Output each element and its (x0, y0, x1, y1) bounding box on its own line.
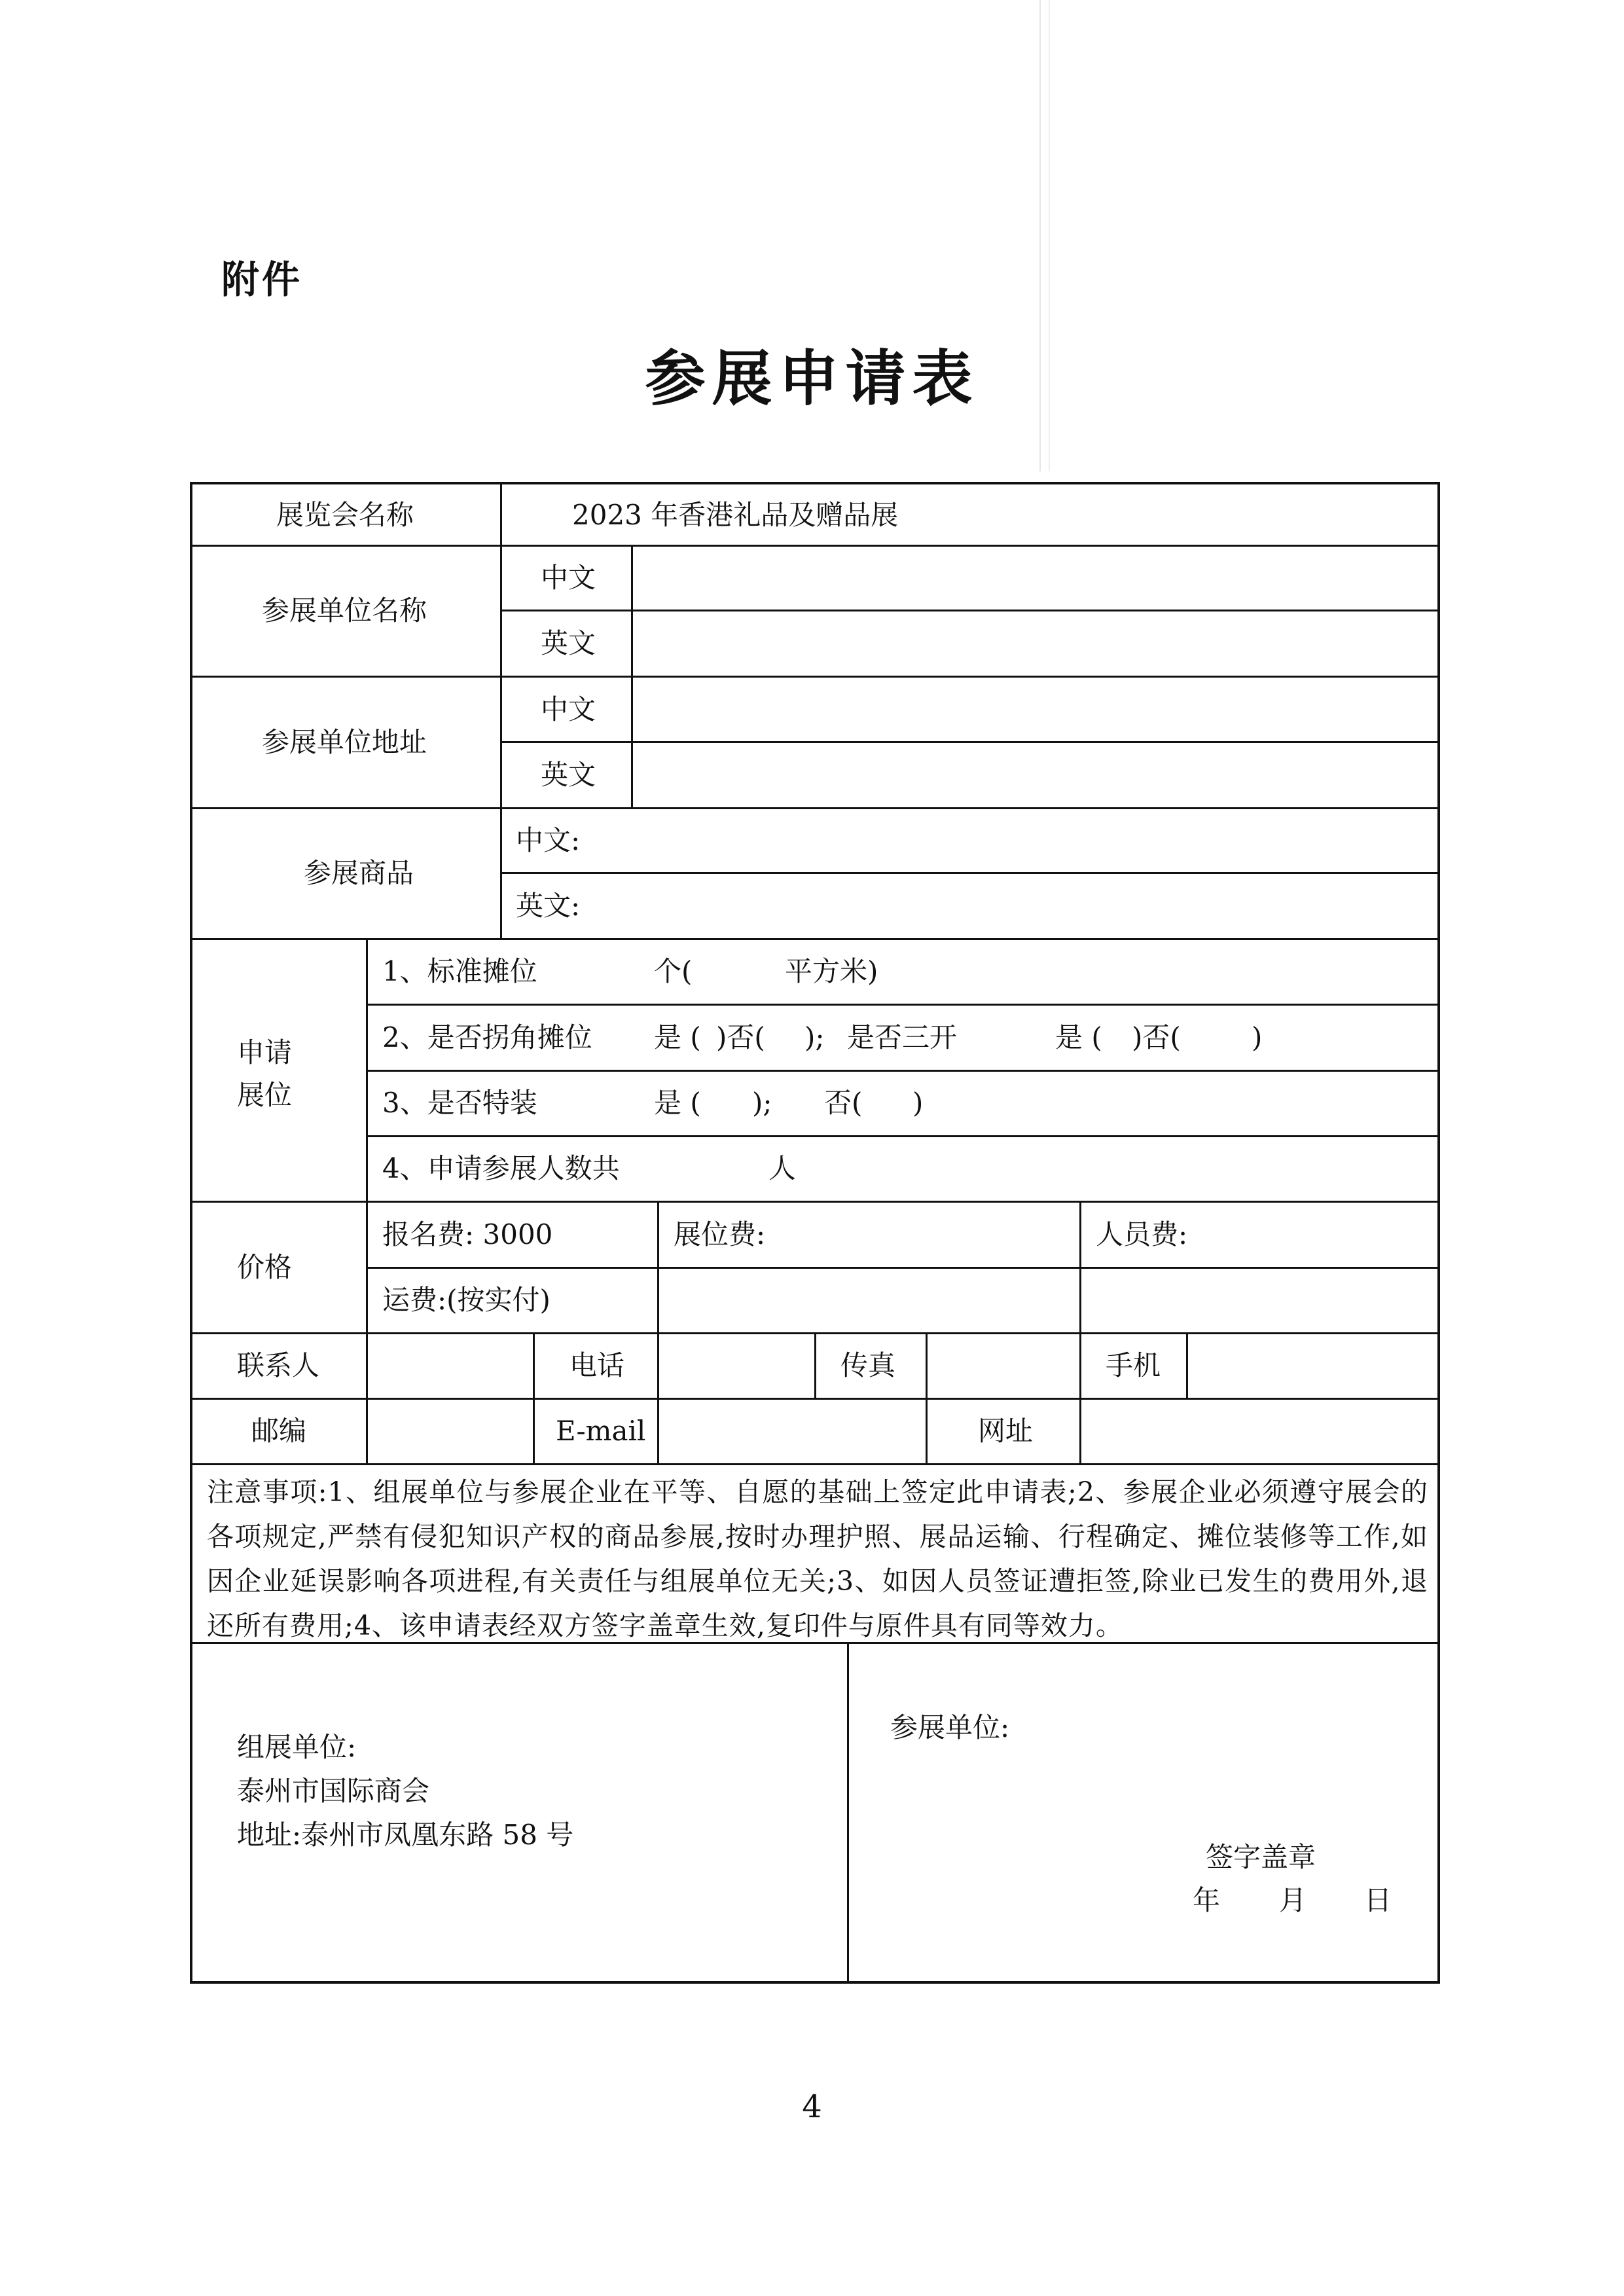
col-divider (814, 1332, 816, 1398)
page-title: 参展申请表 (645, 343, 979, 414)
row-divider (192, 676, 1440, 678)
website-label: 网址 (978, 1415, 1034, 1447)
date-day: 日 (1364, 1884, 1392, 1916)
exhibition-name-value: 2023 年香港礼品及赠品展 (572, 499, 899, 531)
booth-item-standard: 1、标准摊位 (382, 955, 537, 987)
booth-item-standard-unit: 个( (654, 955, 693, 987)
row-divider (366, 1267, 1440, 1269)
booth-item-standard-area: 平方米) (785, 955, 878, 987)
booth-item-three-open-yes: 是 ( (1055, 1021, 1102, 1053)
shipping-fee-label: 运费:(按实付) (382, 1284, 550, 1316)
col-divider (631, 545, 633, 807)
fax-label: 传真 (840, 1349, 896, 1381)
row-divider (192, 1201, 1440, 1203)
price-label: 价格 (237, 1251, 293, 1283)
booth-item-corner: 2、是否拐角摊位 (382, 1021, 592, 1053)
row-divider (500, 610, 1440, 611)
personnel-fee-label: 人员费: (1096, 1218, 1188, 1250)
booth-item-three-open: 是否三开 (847, 1021, 958, 1053)
row-divider (192, 1463, 1440, 1465)
email-label: E-mail (556, 1415, 646, 1447)
unit-address-label: 参展单位地址 (262, 726, 427, 758)
col-divider (1186, 1332, 1188, 1398)
booth-item-three-open-end: ) (1252, 1021, 1263, 1053)
annex-label: 附件 (221, 257, 303, 302)
row-divider (192, 807, 1440, 809)
col-divider (657, 1201, 659, 1332)
row-divider (192, 1398, 1440, 1400)
booth-label-line1: 申请 (237, 1036, 293, 1068)
unit-address-chinese-label: 中文 (541, 693, 596, 725)
organizer-name: 泰州市国际商会 (237, 1775, 430, 1807)
mobile-label: 手机 (1106, 1349, 1161, 1381)
booth-item-special-yes: 是 ( (654, 1087, 701, 1119)
row-divider (500, 741, 1440, 743)
booth-item-headcount: 4、申请参展人数共 (382, 1152, 620, 1184)
row-divider (192, 545, 1440, 547)
col-divider (847, 1642, 849, 1984)
booth-item-special: 3、是否特装 (382, 1087, 537, 1119)
organizer-label: 组展单位: (237, 1731, 357, 1763)
col-divider (657, 1332, 659, 1463)
booth-item-special-sep: ); (752, 1087, 772, 1119)
products-chinese-label: 中文: (516, 824, 581, 856)
row-divider (192, 938, 1440, 940)
organizer-address: 地址:泰州市凤凰东路 58 号 (237, 1819, 574, 1851)
booth-item-special-no: 否( (824, 1087, 863, 1119)
booth-item-headcount-unit: 人 (768, 1152, 797, 1184)
col-divider (1079, 1332, 1081, 1463)
postcode-label: 邮编 (251, 1415, 307, 1447)
date-year: 年 (1193, 1884, 1221, 1916)
col-divider (500, 484, 502, 938)
date-month: 月 (1279, 1884, 1307, 1916)
row-divider (366, 1004, 1440, 1006)
col-divider (366, 938, 368, 1463)
unit-name-label: 参展单位名称 (262, 594, 427, 627)
products-label: 参展商品 (304, 857, 414, 889)
row-divider (500, 872, 1440, 874)
booth-item-corner-sep: ); (804, 1021, 825, 1053)
col-divider (1079, 1201, 1081, 1332)
page-number: 4 (802, 2088, 822, 2125)
booth-item-three-open-no: )否( (1132, 1021, 1181, 1053)
application-form (190, 482, 1440, 1984)
booth-item-special-end: ) (912, 1087, 924, 1119)
row-divider (366, 1070, 1440, 1072)
notice-text: 注意事项:1、组展单位与参展企业在平等、自愿的基础上签定此申请表;2、参展企业必须遵守展会的各项规定,严禁有侵犯知识产权的商品参展,按时办理护照、展品运输、行程确定、摊位装修等工作,如因企业延误影响各项进程,有关责任与组展单位无关;3、如因人员签证遭拒签,除业已发生的费用外,退还所有费用;4、该申请表经双方签字盖章生效,复印件与原件具有同等效力。 (207, 1476, 1428, 1641)
unit-name-chinese-label: 中文 (541, 562, 596, 594)
col-divider (533, 1332, 535, 1463)
row-divider (192, 1332, 1440, 1334)
booth-item-corner-yes: 是 ( (654, 1021, 701, 1053)
participant-label: 参展单位: (890, 1711, 1010, 1743)
unit-name-english-label: 英文 (541, 627, 596, 659)
unit-address-english-label: 英文 (541, 759, 596, 791)
row-divider (366, 1135, 1440, 1137)
booth-fee-label: 展位费: (674, 1218, 766, 1250)
booth-item-corner-no: )否( (716, 1021, 765, 1053)
products-english-label: 英文: (516, 890, 581, 922)
booth-label-line2: 展位 (237, 1079, 293, 1111)
phone-label: 电话 (569, 1349, 625, 1381)
signature-label: 签字盖章 (1206, 1841, 1316, 1873)
registration-fee: 报名费: 3000 (382, 1218, 553, 1250)
exhibition-name-label: 展览会名称 (276, 499, 414, 531)
contact-label: 联系人 (237, 1349, 320, 1381)
col-divider (926, 1332, 928, 1463)
